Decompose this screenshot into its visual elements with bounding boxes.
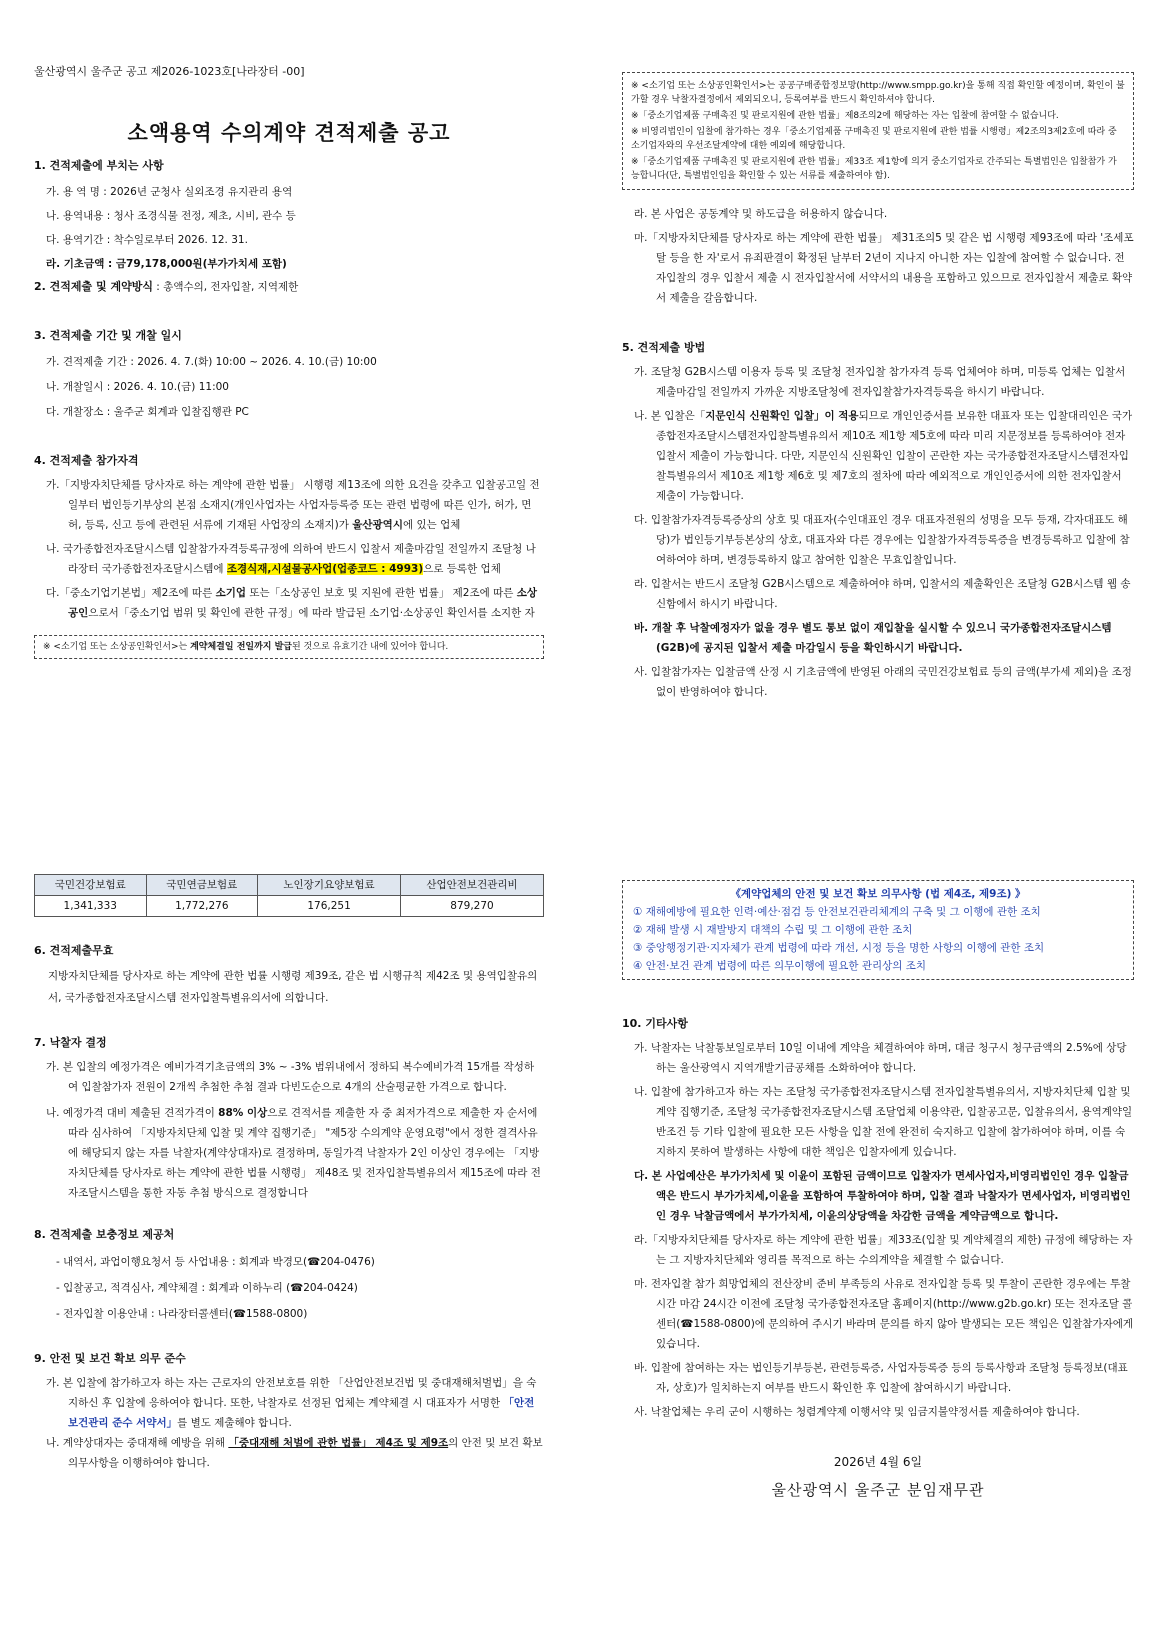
section-8-heading: 8. 견적제출 보충정보 제공처: [34, 1228, 175, 1241]
s4-c-text: 다.「중소기업기본법」제2조에 따른: [46, 587, 216, 599]
section-10-heading: 10. 기타사항: [622, 1017, 688, 1030]
table-header: 노인장기요양보험료: [258, 875, 401, 896]
s3-item-a: 가. 견적제출 기간 : 2026. 4. 7.(화) 10:00 ~ 2026. 4. 10.(금) 10:00: [46, 356, 377, 368]
s4-c-tail: 으로서「중소기업 범위 및 확인에 관한 규정」에 따라 발급된 소기업·소상공인 확인서를 소지한 자: [88, 607, 535, 619]
section-2-text: : 총액수의, 전자입찰, 지역제한: [152, 281, 299, 293]
s5-item-c: 다. 입찰참가자격등록증상의 상호 및 대표자(수인대표인 경우 대표자전원의 성명을 모두 등재, 각자대표도 해당)가 법인등기부등본상의 상호, 대표자와 다른 경우에는 입찰참가자격등록증을 변경등록하고 입찰에 참여하여야 하며, 변경등록하지 않고 참여한 입찰은 무효입찰입니다.: [634, 514, 1130, 566]
s1-item-a: 가. 용 역 명 : 2026년 군청사 실외조경 유지관리 용역: [46, 186, 293, 198]
s4-item-rm: 마.「지방자치단체를 당사자로 하는 계약에 관한 법률」 제31조의5 및 같은 법 시행령 제93조에 따라 '조세포탈 등을 한 자'로서 유죄판결이 확정된 날부터 2년이 지나지 아니한 자는 입찰에 참여할 수 없습니다. 전자입찰의 경우 입찰서 제출 시 전자입찰서에 서약서의 내용을 포함하고 있으므로 전자입찰서 제출로 확약서 제출을 갈음합니다.: [634, 232, 1134, 304]
s3-item-c: 다. 개찰장소 : 울주군 회계과 입찰집행관 PC: [46, 406, 249, 418]
right-column-bottom: [622, 880, 1134, 1500]
s4-b-highlight: 조경식재,시설물공사업(업종코드 : 4993): [226, 563, 424, 575]
s4-item-ra: 라. 본 사업은 공동계약 및 하도급을 허용하지 않습니다.: [634, 208, 888, 220]
s7-b-bold: 88% 이상: [218, 1107, 268, 1119]
s1-item-b: 나. 용역내용 : 청사 조경식물 전정, 제초, 시비, 관수 등: [46, 210, 296, 222]
s6-text: 지방자치단체를 당사자로 하는 계약에 관한 법률 시행령 제39조, 같은 법 시행규칙 제42조 및 용역입찰유의서, 국가종합전자조달시스템 전자입찰특별유의서에 의합니다.: [48, 970, 538, 1004]
note-bold: 계약체결일 전일까지 발급: [190, 642, 292, 652]
s9-item-b: [34, 1433, 544, 1473]
s5-item-f: 사. 입찰참가자는 입찰금액 산정 시 기초금액에 반영된 아래의 국민건강보험료 등의 금액(부가세 제외)을 조정없이 반영하여야 합니다.: [634, 666, 1132, 698]
section-2-heading: 2. 견적제출 및 계약방식: [34, 280, 153, 293]
s9-b-law: 「중대재해 처벌에 관한 법률」 제4조 및 제9조: [228, 1437, 449, 1449]
note-text: ※ <소기업 또는 소상공인확인서>는: [43, 642, 191, 652]
table-header: 산업안전보건관리비: [401, 875, 544, 896]
table-row: [35, 896, 544, 917]
table-header: 국민건강보험료: [35, 875, 147, 896]
s7-b-text: 나. 예정가격 대비 제출된 견적가격이: [46, 1107, 219, 1119]
s4-c-mid: 또는「소상공인 보호 및 지원에 관한 법률」 제2조에 따른: [246, 587, 517, 599]
s10-item-g: 사. 낙찰업체는 우리 군이 시행하는 청렴계약제 이행서약 및 임금지불약정서를 제출하여야 합니다.: [634, 1406, 1080, 1418]
table-header: 국민연금보험료: [146, 875, 258, 896]
s9-b-tail: 의 안전 및 보건 확보 의무사항을 이행하여야 합니다.: [68, 1437, 543, 1469]
s10-item-f: 바. 입찰에 참여하는 자는 법인등기부등본, 관련등록증, 사업자등록증 등의 등록사항과 조달청 등록정보(대표자, 상호)가 일치하는지 여부를 반드시 확인한 후 입찰에 참여하시기 바랍니다.: [634, 1362, 1128, 1394]
s9-a-pledge: 「안전보건관리 준수 서약서」: [68, 1397, 535, 1429]
note-4: ※「중소기업제품 구매촉진 및 판로지원에 관한 법률」제33조 제1항에 의거 중소기업자로 간주되는 특별법인은 입찰참가 가능합니다(단, 특별법인임을 확인할 수 있는 서류를 제출하여야 함).: [631, 157, 1117, 181]
s5-b-bold: 지문인식 신원확인 입찰」이 적용: [705, 410, 859, 422]
note-3: ※ 비영리법인이 입찰에 참가하는 경우「중소기업제품 구매촉진 및 판로지원에 관한 법률 시행령」제2조의3제2호에 따라 중소기업자와의 우선조달계약에 대한 예외에 해당합니다.: [631, 127, 1117, 151]
s1-item-c: 다. 용역기간 : 착수일로부터 2026. 12. 31.: [46, 234, 248, 246]
s5-b-tail: 되므로 개인인증서를 보유한 대표자 또는 입찰대리인은 국가종합전자조달시스템전자입찰특별유의서 제10조 제1항 제5호에 따라 미리 지문정보를 등록하여야 전자입찰서 제출이 가능합니다. 다만, 지문인식 신원확인 입찰이 곤란한 자는 국가종합전자조달시스템전자입찰특별유의서 제10조 제1항 제6호 및 제7호의 절차에 따라 예외적으로 개인인증서에 의한 전자입찰서 제출이 가능합니다.: [656, 410, 1133, 502]
s7-b-tail: 으로 견적서를 제출한 자 중 최저가격으로 제출한 자 순서에 따라 심사하여 「지방자치단체 입찰 및 계약 집행기준」 "제5장 수의계약 운영요령"에서 정한 결격사유에 해당되지 않는 자를 낙찰자(계약상대자)로 결정하며, 동일가격 낙찰자가 2인 이상인 경우에는 「지방자치단체를 당사자로 하는 계약에 관한 법률 시행령」 제48조 및 전자입찰특별유의서 제15조에 따라 전자조달시스템을 통한 자동 추첨 방식으로 결정합니다: [68, 1107, 541, 1199]
table-header-row: [35, 875, 544, 896]
s8-item-a: - 내역서, 과업이행요청서 등 사업내용 : 회계과 박경모(☎204-0476): [56, 1256, 375, 1268]
section-4-heading: 4. 견적제출 참가자격: [34, 454, 139, 467]
section-1-heading: 1. 견적제출에 부치는 사항: [34, 159, 164, 172]
s4-b-text: 나. 국가종합전자조달시스템 입찰참가자격등록규정에 의하여 반드시 입찰서 제출마감일 전일까지 조달청 나라장터 국가종합전자조달시스템에: [46, 543, 536, 575]
s4-a-tail: 에 있는 업체: [402, 519, 461, 531]
list-item: ④ 안전·보건 관계 법령에 따른 의무이행에 필요한 관리상의 조치: [633, 960, 927, 972]
s10-item-e: 마. 전자입찰 참가 희망업체의 전산장비 준비 부족등의 사유로 전자입찰 등록 및 투찰이 곤란한 경우에는 투찰시간 마감 24시간 이전에 조달청 국가종합전자조달 홈페이지(http://www.g2b.go.kr) 또는 전자조달 콜센터(☎1588-0800)에 문의하여 주시기 바라며 문의를 하지 않아 발생되는 모든 책임은 입찰참가자에게 있습니다.: [634, 1278, 1134, 1350]
notice-date: 2026년 4월 6일: [833, 1455, 923, 1469]
section-5-heading: 5. 견적제출 방법: [622, 341, 706, 354]
s4-c-bold1: 소기업: [215, 587, 246, 599]
s4-item-c: [34, 583, 544, 623]
list-item: ① 재해예방에 필요한 인력·예산·점검 등 안전보건관리체계의 구축 및 그 이행에 관한 조치: [633, 906, 1041, 918]
s4-b-tail: 으로 등록한 업체: [423, 563, 501, 575]
table-cell: 1,772,276: [146, 896, 258, 917]
s4-item-a: [34, 475, 544, 535]
section-7-heading: 7. 낙찰자 결정: [34, 1036, 107, 1049]
list-item: ③ 중앙행정기관·지자체가 관계 법령에 따라 개선, 시정 등을 명한 사항의 이행에 관한 조치: [633, 942, 1045, 954]
s7-item-a: 가. 본 입찰의 예정가격은 예비가격기초금액의 3% ~ -3% 범위내에서 정하되 복수예비가격 15개를 작성하여 입찰참가자 전원이 2개씩 추첨한 추첨 결과 다빈도순으로 4개의 산술평균한 가격으로 합니다.: [46, 1061, 535, 1093]
section-9-heading: 9. 안전 및 보건 확보 의무 준수: [34, 1352, 186, 1365]
safety-box-heading: 《계약업체의 안전 및 보건 확보 의무사항 (법 제4조, 제9조) 》: [730, 888, 1026, 900]
table-cell: 879,270: [401, 896, 544, 917]
s5-item-e: 바. 개찰 후 낙찰예정자가 없을 경우 별도 통보 없이 재입찰을 실시할 수 있으니 국가종합전자조달시스템(G2B)에 공지된 입찰서 제출 마감일시 등을 확인하시기 바랍니다.: [634, 622, 1112, 654]
s3-item-b: 나. 개찰일시 : 2026. 4. 10.(금) 11:00: [46, 381, 229, 393]
s5-b-text: 나. 본 입찰은「: [634, 410, 706, 422]
s10-item-c: 다. 본 사업예산은 부가가치세 및 이윤이 포함된 금액이므로 입찰자가 면세사업자,비영리법인인 경우 입찰금액은 반드시 부가가치세,이윤을 포함하여 투찰하여야 하며, 입찰 결과 낙찰자가 면세사업자, 비영리법인인 경우 낙찰금액에서 부가가치세, 이윤의상당액을 차감한 금액을 계약금액으로 합니다.: [634, 1170, 1131, 1222]
table-cell: 176,251: [258, 896, 401, 917]
right-column-top: [622, 72, 1134, 702]
s9-b-text: 나. 계약상대자는 중대재해 예방을 위해: [46, 1437, 229, 1449]
s4-a-text: 가.「지방자치단체를 당사자로 하는 계약에 관한 법률」 시행령 제13조에 의한 요건을 갖추고 입찰공고일 전일부터 법인등기부상의 본점 소재지(개인사업자는 사업자등록증 또는 관련 법령에 따른 인가, 허가, 면허, 등록, 신고 등에 관련된 서류에 기재된 사업장의 소재지)가: [46, 479, 540, 531]
section-3-heading: 3. 견적제출 기간 및 개찰 일시: [34, 329, 182, 342]
s8-item-c: - 전자입찰 이용안내 : 나라장터콜센터(☎1588-0800): [56, 1308, 308, 1320]
safety-duty-box: [622, 880, 1134, 980]
table-cell: 1,341,333: [35, 896, 147, 917]
note-tail: 된 것으로 유효기간 내에 있어야 합니다.: [292, 642, 449, 652]
s4-note-box: [34, 635, 544, 659]
s4-c-bold2: 소상공인: [68, 587, 538, 619]
left-column-bottom: [34, 874, 544, 1473]
s10-item-b: 나. 입찰에 참가하고자 하는 자는 조달청 국가종합전자조달시스템 전자입찰특별유의서, 지방자치단체 입찰 및 계약 집행기준, 조달청 국가종합전자조달시스템 조달업체 이용약관, 입찰공고문, 입찰유의서, 용역계약일반조건 등 기타 입찰에 필요한 모든 사항을 입찰 전에 완전히 숙지하고 입찰에 참가하여야 하며, 이를 숙지하지 못하여 발생하는 사항에 대한 책임은 입찰자에게 있습니다.: [634, 1086, 1133, 1158]
s9-item-a: [34, 1373, 544, 1433]
eligibility-notes-box: [622, 72, 1134, 190]
issuer-name: 울산광역시 울주군 분임재무관: [771, 1481, 985, 1499]
s8-item-b: - 입찰공고, 적격심사, 계약체결 : 회계과 이하누리 (☎204-0424): [56, 1282, 358, 1294]
s5-item-b: [622, 406, 1134, 506]
s4-a-region: 울산광역시: [352, 519, 403, 531]
left-column-top: [34, 62, 544, 659]
s9-a-text: 가. 본 입찰에 참가하고자 하는 자는 근로자의 안전보호를 위한 「산업안전보건법 및 중대재해처벌법」을 숙지하신 후 입찰에 응하여야 합니다. 또한, 낙찰자로 선정된 업체는 계약체결 시 대표자가 서명한: [46, 1377, 537, 1409]
s5-item-d: 라. 입찰서는 반드시 조달청 G2B시스템으로 제출하여야 하며, 입찰서의 제출확인은 조달청 G2B시스템 웹 송신함에서 하시기 바랍니다.: [634, 578, 1131, 610]
s4-item-b: [34, 539, 544, 579]
insurance-table: [34, 874, 544, 917]
s10-item-d: 라.「지방자치단체를 당사자로 하는 계약에 관한 법률」제33조(입찰 및 계약체결의 제한) 규정에 해당하는 자는 그 지방자치단체와 영리를 목적으로 하는 수의계약을 체결할 수 없습니다.: [634, 1234, 1133, 1266]
list-item: ② 재해 발생 시 재발방지 대책의 수립 및 그 이행에 관한 조치: [633, 924, 913, 936]
notice-number: 울산광역시 울주군 공고 제2026-1023호[나라장터 -00]: [34, 65, 305, 78]
s7-item-b: [34, 1103, 544, 1203]
s9-a-tail: 를 별도 제출해야 합니다.: [177, 1417, 292, 1429]
s5-item-a: 가. 조달청 G2B시스템 이용자 등록 및 조달청 전자입찰 참가자격 등록 업체여야 하며, 미등록 업체는 입찰서 제출마감일 전일까지 가까운 지방조달청에 전자입찰참가자격등록을 하시기 바랍니다.: [634, 366, 1126, 398]
page-title: 소액용역 수의계약 견적제출 공고: [127, 121, 451, 145]
note-2: ※「중소기업제품 구매촉진 및 판로지원에 관한 법률」제8조의2에 해당하는 자는 입찰에 참여할 수 없습니다.: [631, 111, 1059, 121]
s10-item-a: 가. 낙찰자는 낙찰통보일로부터 10일 이내에 계약을 체결하여야 하며, 대금 청구시 청구금액의 2.5%에 상당하는 울산광역시 지역개발기금공채를 소화하여야 합니다.: [634, 1042, 1127, 1074]
note-1: ※ <소기업 또는 소상공인확인서>는 공공구매종합정보망(http://www.smpp.go.kr)을 통해 직접 확인할 예정이며, 확인이 불가할 경우 낙찰자결정에서 제외되오니, 등록여부를 반드시 확인하셔야 합니다.: [631, 81, 1125, 105]
section-6-heading: 6. 견적제출무효: [34, 944, 114, 957]
section-2: [34, 276, 544, 298]
s1-item-d: 라. 기초금액 : 금79,178,000원(부가가치세 포함): [46, 258, 287, 270]
